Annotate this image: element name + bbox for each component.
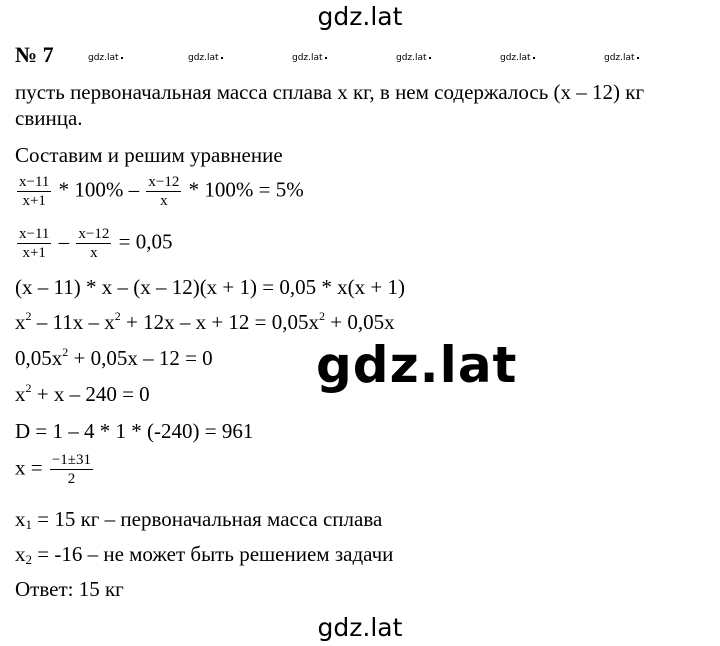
watermark-small: gdz.lat: [292, 53, 327, 63]
equation-4: $х^2 - 11х - х^2 + 12х - х + 12 = 0,05х^2 + 0,05х$: [15, 309, 395, 334]
watermark-small: gdz.lat: [500, 53, 535, 63]
fraction: $\frac{x-11}{x+1}$: [19, 174, 50, 209]
fraction: $\frac{x-12}{x}$: [148, 174, 180, 209]
root-2: $х_2 = -16$ – не может быть решением задачи: [15, 542, 394, 567]
watermark-small: gdz.lat: [604, 53, 639, 63]
fraction: $\frac{x-11}{x+1}$: [19, 226, 50, 261]
fraction: $\frac{-1\pm 31}{2}$: [51, 452, 92, 487]
compose-line: Составим и решим уравнение: [15, 143, 283, 167]
equation-1: $\frac{x-11}{x+1}$ * 100% – $\frac{x-12}{x}$ * 100% = 5%: [19, 174, 304, 209]
equation-6: $х^2 + х - 240 = 0$: [15, 381, 150, 406]
watermark-small: gdz.lat: [88, 53, 123, 63]
equation-8: х = $\frac{-1\pm 31}{2}$: [15, 452, 92, 487]
problem-number: № 7: [15, 42, 54, 67]
equation-7: D = 1 – 4 * 1 * (-240) = 961: [15, 419, 254, 443]
equation-3: (х – 11) * х – (х – 12)(х + 1) = 0,05 * х(х + 1): [15, 275, 405, 299]
root-1: $х_1 = 15$ кг – первоначальная масса сплава: [15, 507, 383, 532]
equation-5: $0,05х^2 + 0,05х - 12 = 0$: [15, 345, 213, 370]
answer: Ответ: 15 кг: [15, 577, 124, 601]
watermark-bottom: gdz.lat: [317, 613, 403, 642]
intro-line-2: свинца.: [15, 106, 83, 130]
intro-line-1: пусть первоначальная масса сплава х кг, в нем содержалось (х – 12) кг: [15, 80, 645, 104]
fraction: $\frac{x-12}{x}$: [78, 226, 110, 261]
watermark-top: gdz.lat: [317, 2, 403, 31]
watermark-large: gdz.lat: [316, 336, 518, 394]
watermark-small: gdz.lat: [188, 53, 223, 63]
equation-2: $\frac{x-11}{x+1}$ – $\frac{x-12}{x}$ = 0,05: [19, 226, 173, 261]
watermark-row: [0, 53, 720, 67]
watermark-small: gdz.lat: [396, 53, 431, 63]
